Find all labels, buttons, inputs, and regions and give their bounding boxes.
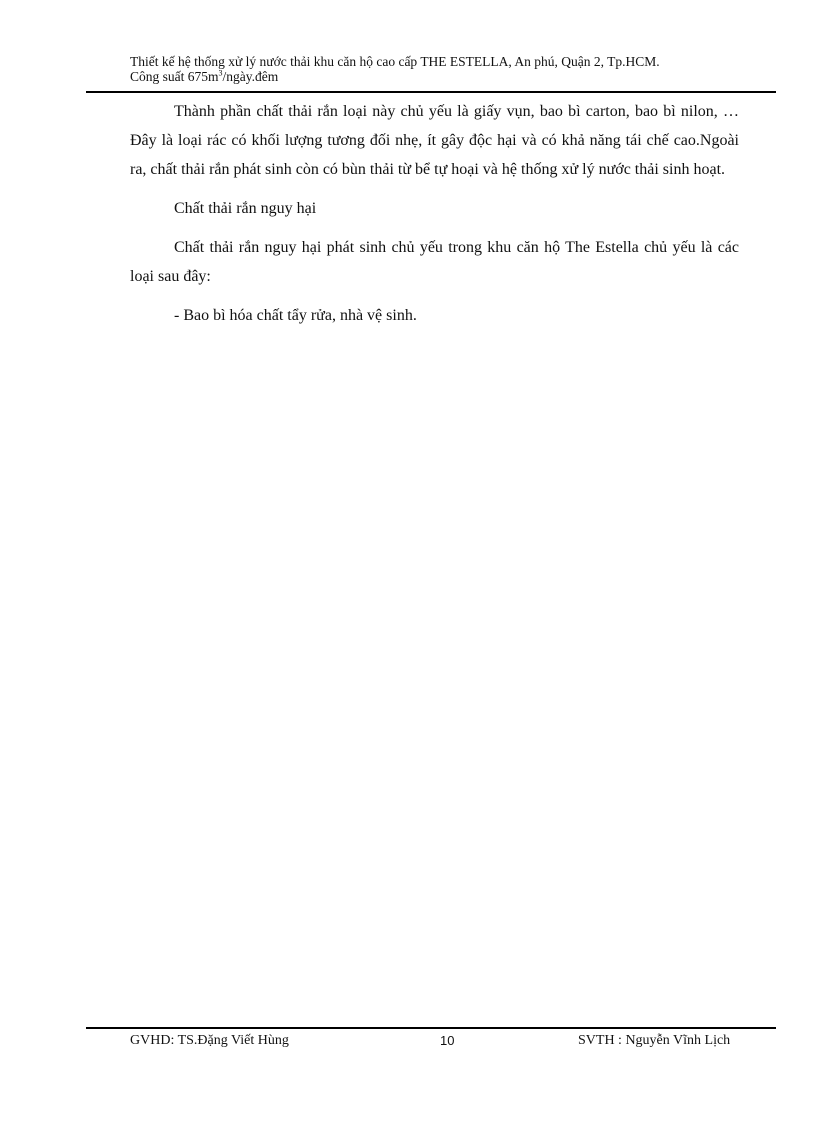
footer-advisor: GVHD: TS.Đặng Viết Hùng (130, 1033, 289, 1048)
footer-student: SVTH : Nguyễn Vĩnh Lịch (578, 1033, 731, 1048)
header-capacity-suffix: /ngày.đêm (222, 69, 279, 84)
paragraph-hazardous-description: Chất thải rắn nguy hại phát sinh chủ yếu trong khu căn hộ The Estella chủ yếu là các loại sau đây: (130, 239, 739, 285)
paragraph-hazardous-heading: Chất thải rắn nguy hại (174, 200, 317, 217)
paragraph-waste-composition: Thành phần chất thải rắn loại này chủ yếu là giấy vụn, bao bì carton, bao bì nilon, … Đây là loại rác có khối lượng tương đối nhẹ, ít gây độc hại và có khả năng tái chế cao.Ngoài ra, chất thải rắn phát sinh còn có bùn thải từ bể tự hoại và hệ thống xử lý nước thải sinh hoạt. (130, 103, 739, 178)
document-body (130, 97, 739, 330)
header-capacity-prefix: Công suất 675m (130, 69, 219, 84)
header-title-line: Thiết kế hệ thống xử lý nước thải khu căn hộ cao cấp THE ESTELLA, An phú, Quận 2, Tp.HCM. (130, 54, 660, 69)
page-header (130, 54, 750, 84)
header-capacity-line (130, 69, 750, 84)
footer-divider (86, 1027, 776, 1029)
header-capacity-superscript: 3 (218, 68, 223, 78)
footer-page-number: 10 (440, 1033, 455, 1048)
list-item-hazardous-packaging: - Bao bì hóa chất tẩy rửa, nhà vệ sinh. (174, 307, 417, 324)
header-divider (86, 91, 776, 93)
